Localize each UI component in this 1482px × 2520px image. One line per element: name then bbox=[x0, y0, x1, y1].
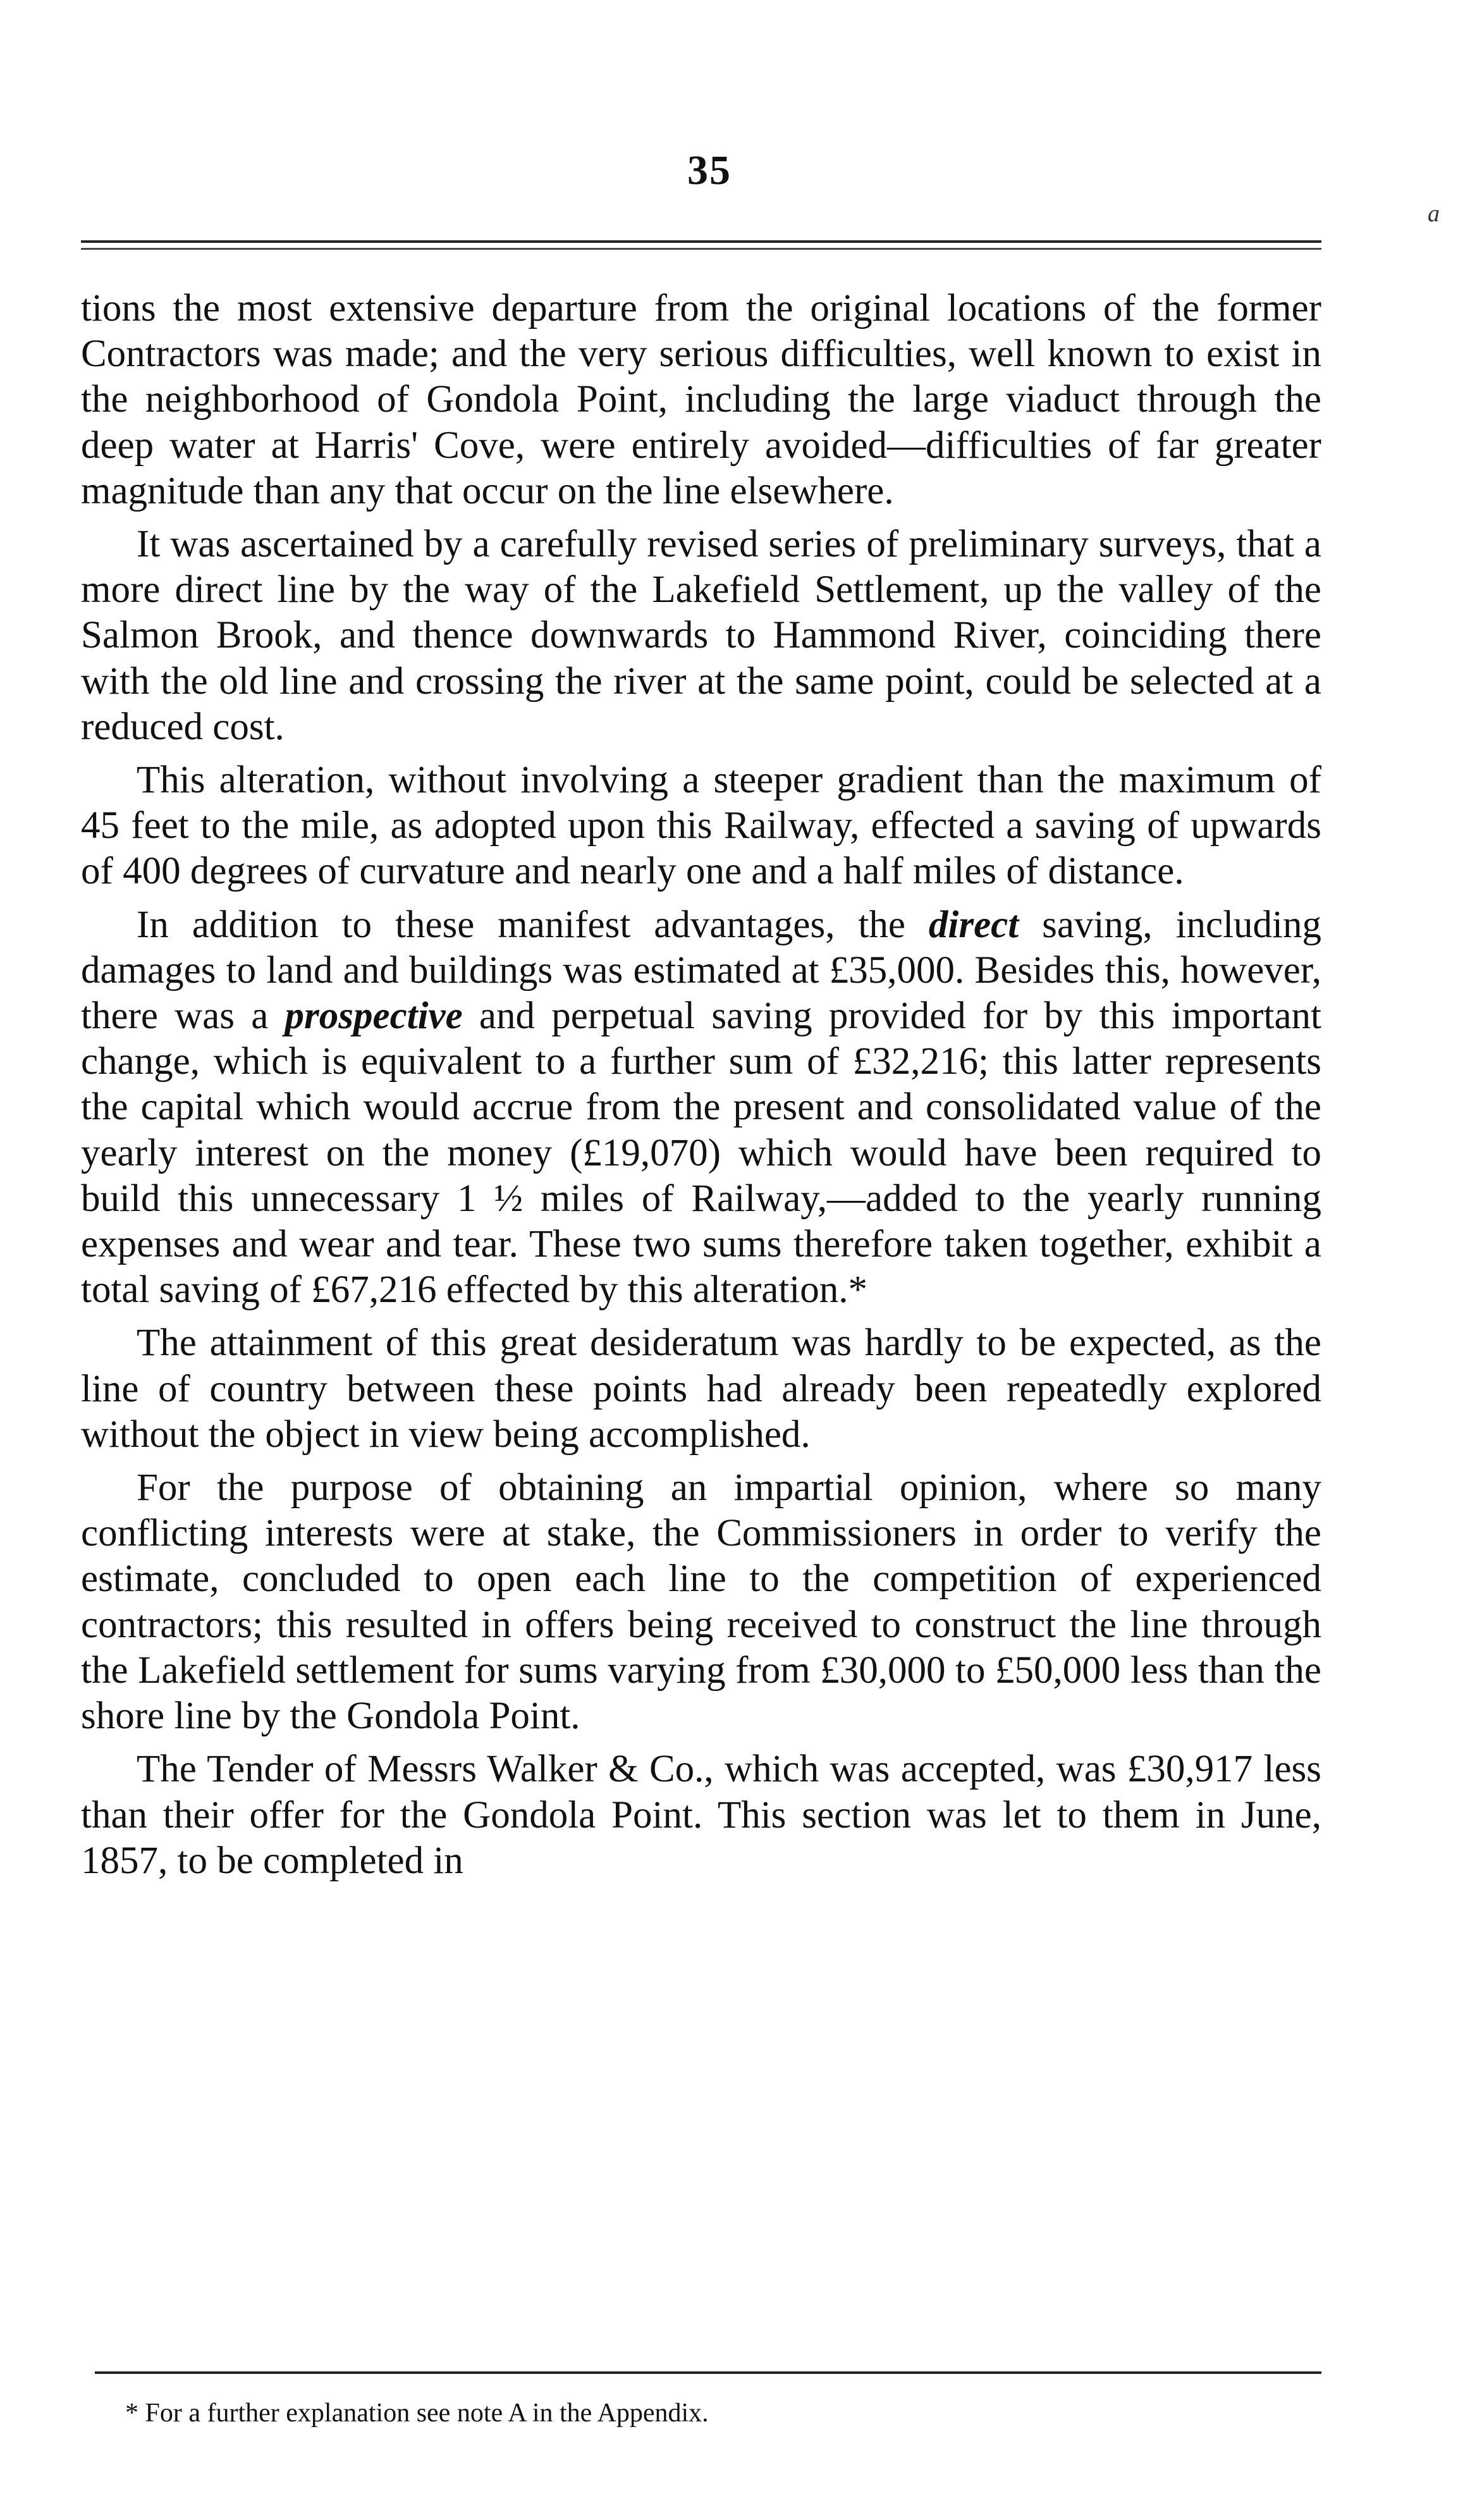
paragraph-4 bbox=[81, 902, 1321, 1313]
paragraph-5: The attainment of this great desideratum was hardly to be expected, as the line of country between these points had already been repeatedly explored without the object in view being accomplished. bbox=[81, 1322, 1321, 1456]
paragraph-3: This alteration, without involving a steeper gradient than the maximum of 45 feet to the mile, as adopted upon this Railway, effected a saving of upwards of 400 degrees of curvature and nearly one and a half miles of distance. bbox=[81, 759, 1321, 893]
emphasis-direct: direct bbox=[928, 903, 1019, 946]
paragraph-1: tions the most extensive departure from the original locations of the former Contractors was made; and the very serious difficulties, well known to exist in the neighborhood of Gondola Point, including the large viaduct through the deep water at Harris' Cove, were entirely avoided—difficulties of far greater magnitude than any that occur on the line elsewhere. bbox=[81, 287, 1321, 512]
paragraph-7: The Tender of Messrs Walker & Co., which was accepted, was £30,917 less than their offer for the Gondola Point. This section was let to them in June, 1857, to be completed in bbox=[81, 1748, 1321, 1882]
footnote: * For a further explanation see note A in the Appendix. bbox=[125, 2399, 709, 2428]
header-double-rule bbox=[81, 240, 1321, 243]
paragraph-2: It was ascertained by a carefully revised series of preliminary surveys, that a more direct line by the way of the Lakefield Settlement, up the valley of the Salmon Brook, and thence downwards to Hammond River, coinciding there with the old line and crossing the river at the same point, could be selected at a reduced cost. bbox=[81, 523, 1321, 748]
paragraph-4-part-2: saving, including damages to land and buildings was estimated at £35,000. Besides this, however, there was a bbox=[81, 903, 1321, 1038]
emphasis-prospective: prospective bbox=[285, 995, 463, 1038]
footnote-rule bbox=[95, 2371, 1321, 2374]
margin-annotation: a bbox=[1428, 200, 1440, 227]
paragraph-4-part-1: In addition to these manifest advantages, the bbox=[137, 903, 929, 946]
paragraph-6: For the purpose of obtaining an impartial opinion, where so many conflicting interests were at stake, the Commissioners in order to verify the estimate, concluded to open each line to the competition of experienced contractors; this resulted in offers being received to construct the line through the Lakefield settlement for sums varying from £30,000 to £50,000 less than the shore line by the Gondola Point. bbox=[81, 1466, 1321, 1738]
body-text bbox=[81, 286, 1321, 1884]
paragraph-4-part-3: and perpetual saving provided for by this important change, which is equivalent to a further sum of £32,216; this latter represents the capital which would accrue from the present and consolidated value of the yearly interest on the money (£19,070) which would have been required to build this unnecessary 1 ½ miles of Railway,—added to the yearly running expenses and wear and tear. These two sums therefore taken together, exhibit a total saving of £67,216 effected by this alteration.* bbox=[81, 995, 1321, 1312]
page-number: 35 bbox=[687, 147, 732, 194]
